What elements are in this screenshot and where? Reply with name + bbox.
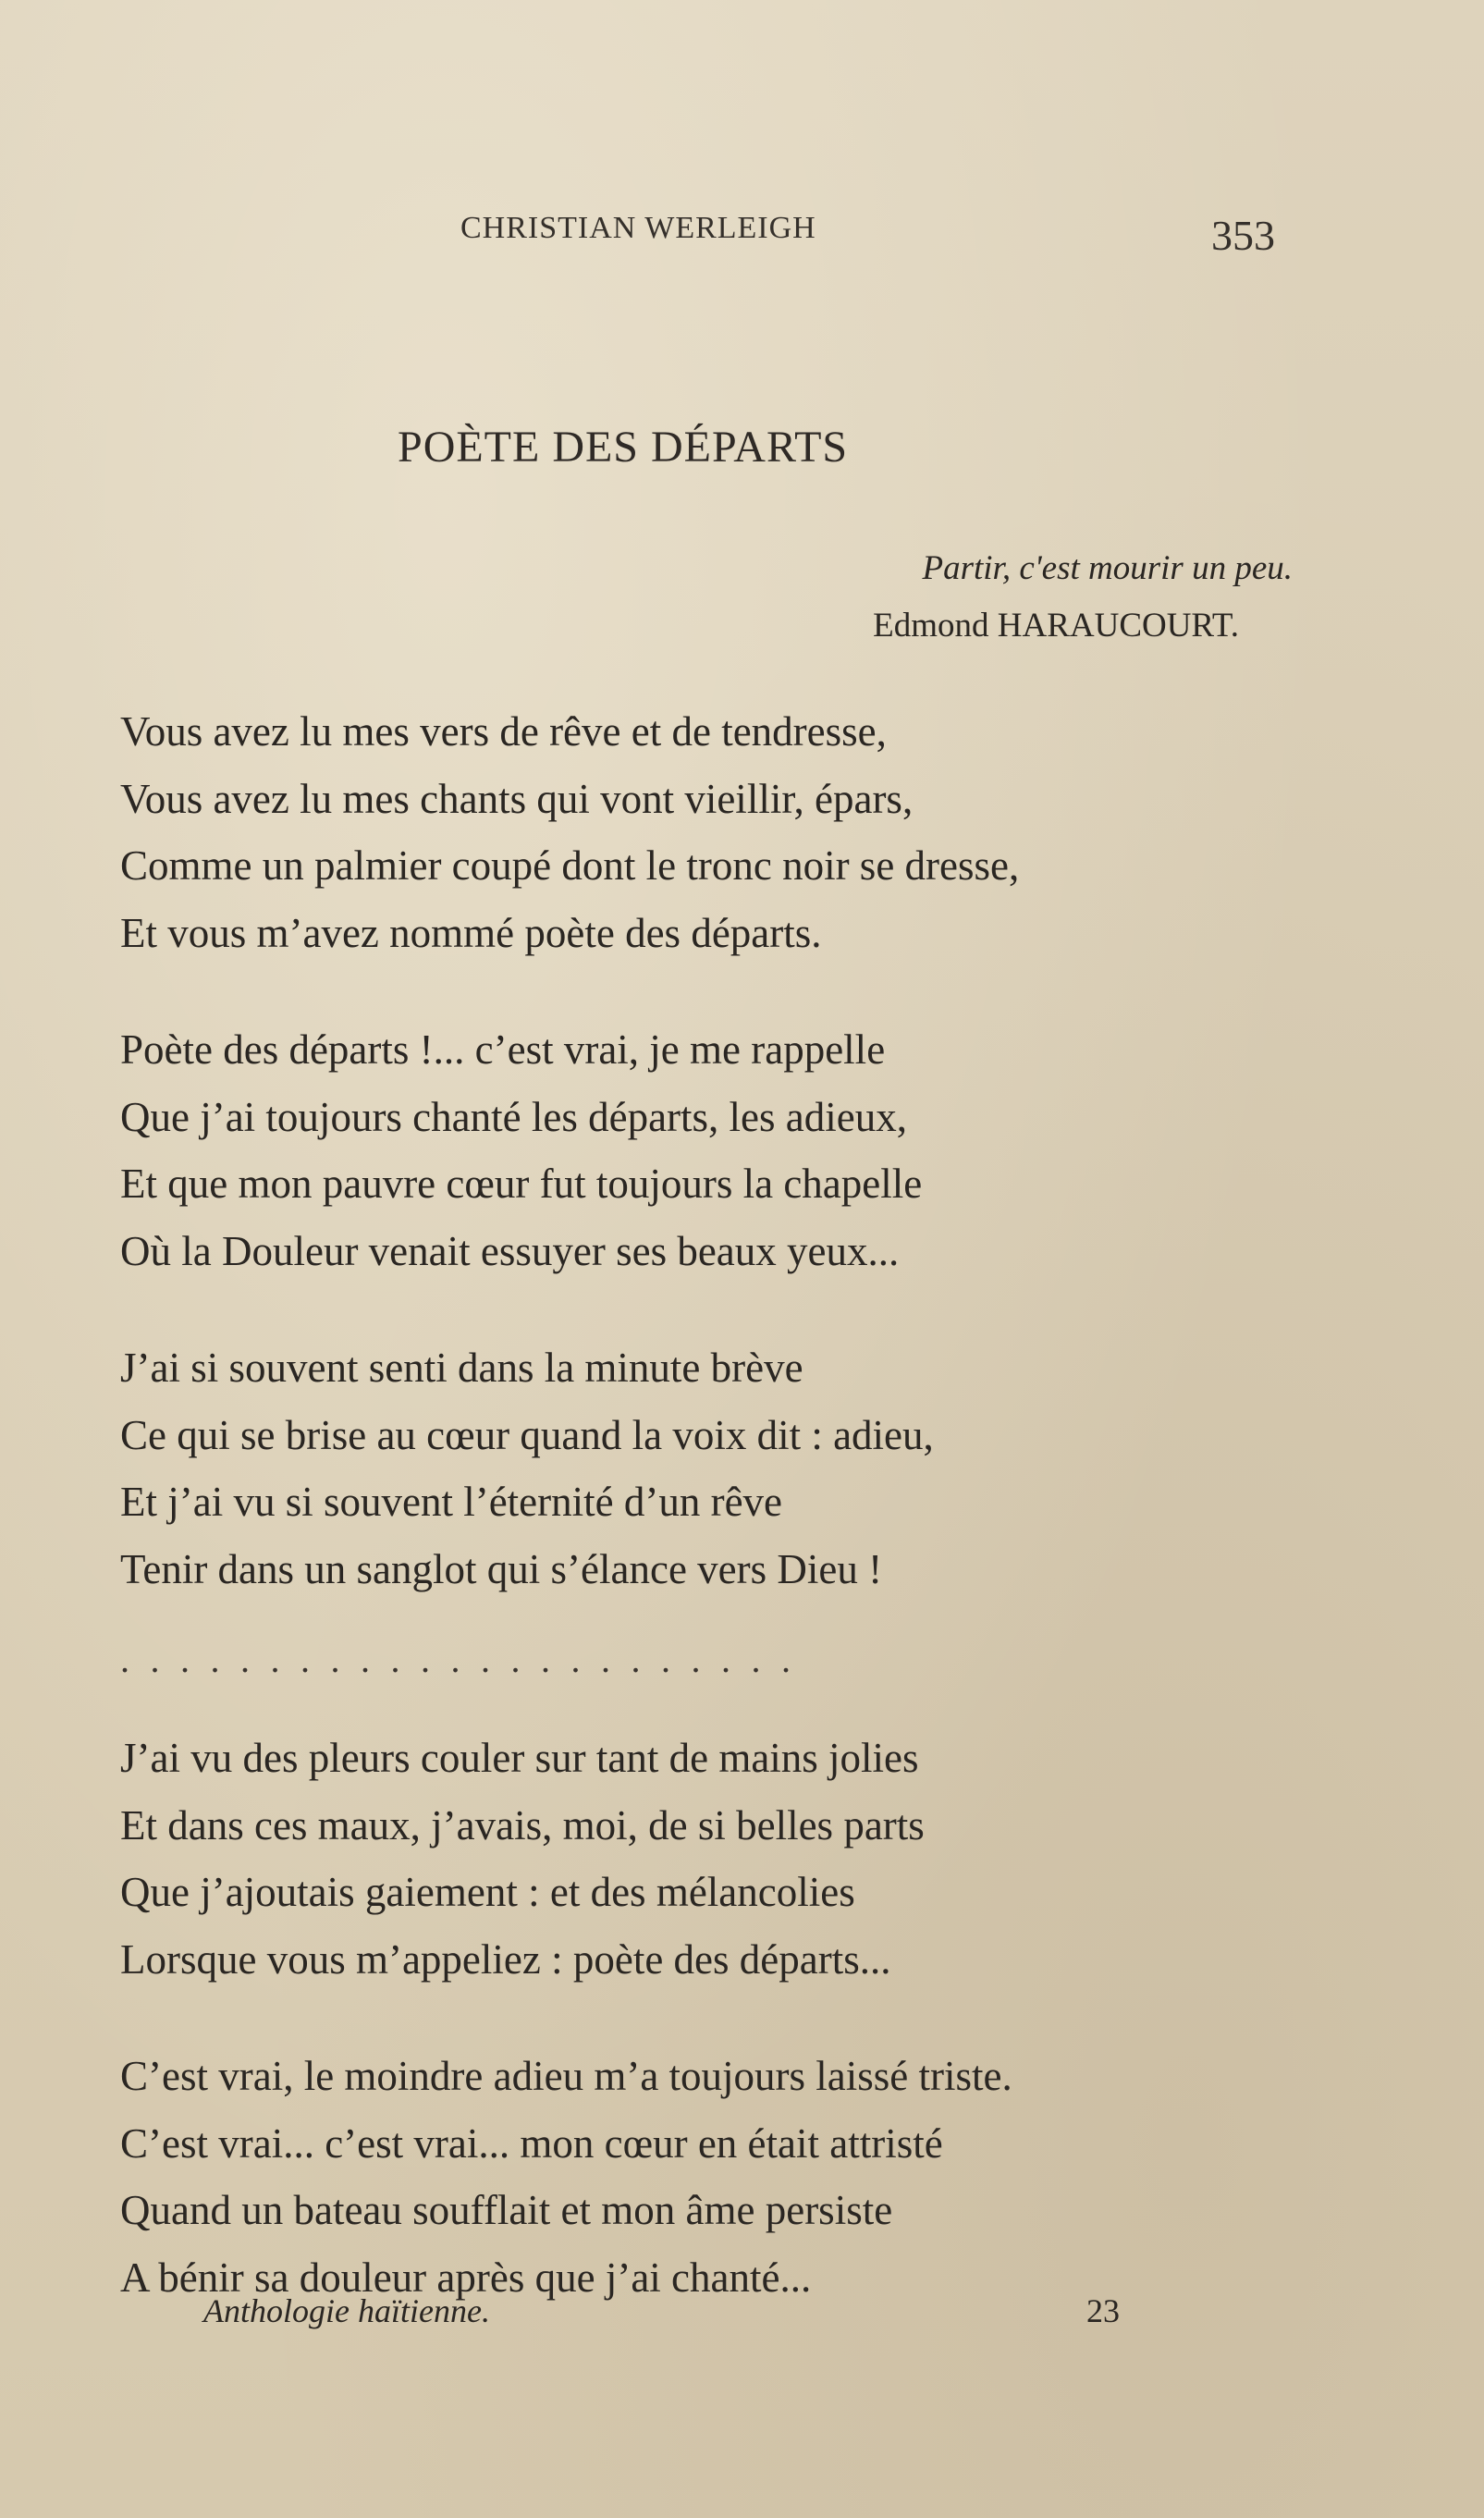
verse-line: Poète des départs !... c’est vrai, je me rappelle — [120, 1026, 886, 1073]
stanza-4 — [120, 1725, 1322, 1993]
verse-line: J’ai si souvent senti dans la minute brève — [120, 1345, 803, 1391]
stanza-2 — [120, 1016, 1322, 1284]
stanza-5 — [120, 2043, 1322, 2311]
verse-line: Que j’ajoutais gaiement : et des mélancolies — [120, 1869, 855, 1915]
verse-line: Lorsque vous m’appeliez : poète des départs... — [120, 1935, 891, 1983]
stanza-3 — [120, 1334, 1322, 1603]
epigraph — [873, 546, 1293, 649]
verse-line: J’ai vu des pleurs couler sur tant de mains jolies — [120, 1735, 919, 1781]
stanza-omission-dots: ....................... — [120, 1639, 812, 1680]
page-number: 353 — [1211, 212, 1275, 259]
running-head: CHRISTIAN WERLEIGH — [460, 211, 816, 245]
verse-line: Et vous m’avez nommé poète des départs. — [120, 909, 822, 956]
verse-line: C’est vrai... c’est vrai... mon cœur en était attristé — [120, 2119, 943, 2167]
verse-line: Que j’ai toujours chanté les départs, les adieux, — [120, 1093, 907, 1140]
epigraph-author: Edmond HARAUCOURT. — [873, 607, 1239, 645]
footer-signature-mark: 23 — [1086, 2292, 1120, 2329]
verse-line: Vous avez lu mes vers de rêve et de tendresse, — [120, 708, 887, 755]
verse-line: Et j’ai vu si souvent l’éternité d’un rêve — [120, 1479, 783, 1525]
verse-line: C’est vrai, le moindre adieu m’a toujours laissé triste. — [120, 2053, 1012, 2099]
verse-line: Où la Douleur venait essuyer ses beaux yeux... — [120, 1227, 900, 1274]
poem-title: POÈTE DES DÉPARTS — [398, 423, 849, 472]
verse-line: Quand un bateau soufflait et mon âme persiste — [120, 2187, 893, 2233]
verse-line: Comme un palmier coupé dont le tronc noir se dresse, — [120, 842, 1020, 889]
verse-line: Tenir dans un sanglot qui s’élance vers Dieu ! — [120, 1545, 883, 1592]
poem-body — [120, 698, 1322, 2361]
verse-line: Et dans ces maux, j’avais, moi, de si belles parts — [120, 1801, 925, 1849]
verse-line: A bénir sa douleur après que j’ai chanté... — [120, 2254, 812, 2301]
footer-book-title: Anthologie haïtienne. — [203, 2292, 490, 2329]
verse-line: Vous avez lu mes chants qui vont vieillir, épars, — [120, 775, 914, 822]
epigraph-quote: Partir, c'est mourir un peu. — [922, 549, 1293, 587]
verse-line: Et que mon pauvre cœur fut toujours la chapelle — [120, 1161, 923, 1207]
stanza-1 — [120, 698, 1322, 966]
verse-line: Ce qui se brise au cœur quand la voix dit : adieu, — [120, 1411, 934, 1458]
